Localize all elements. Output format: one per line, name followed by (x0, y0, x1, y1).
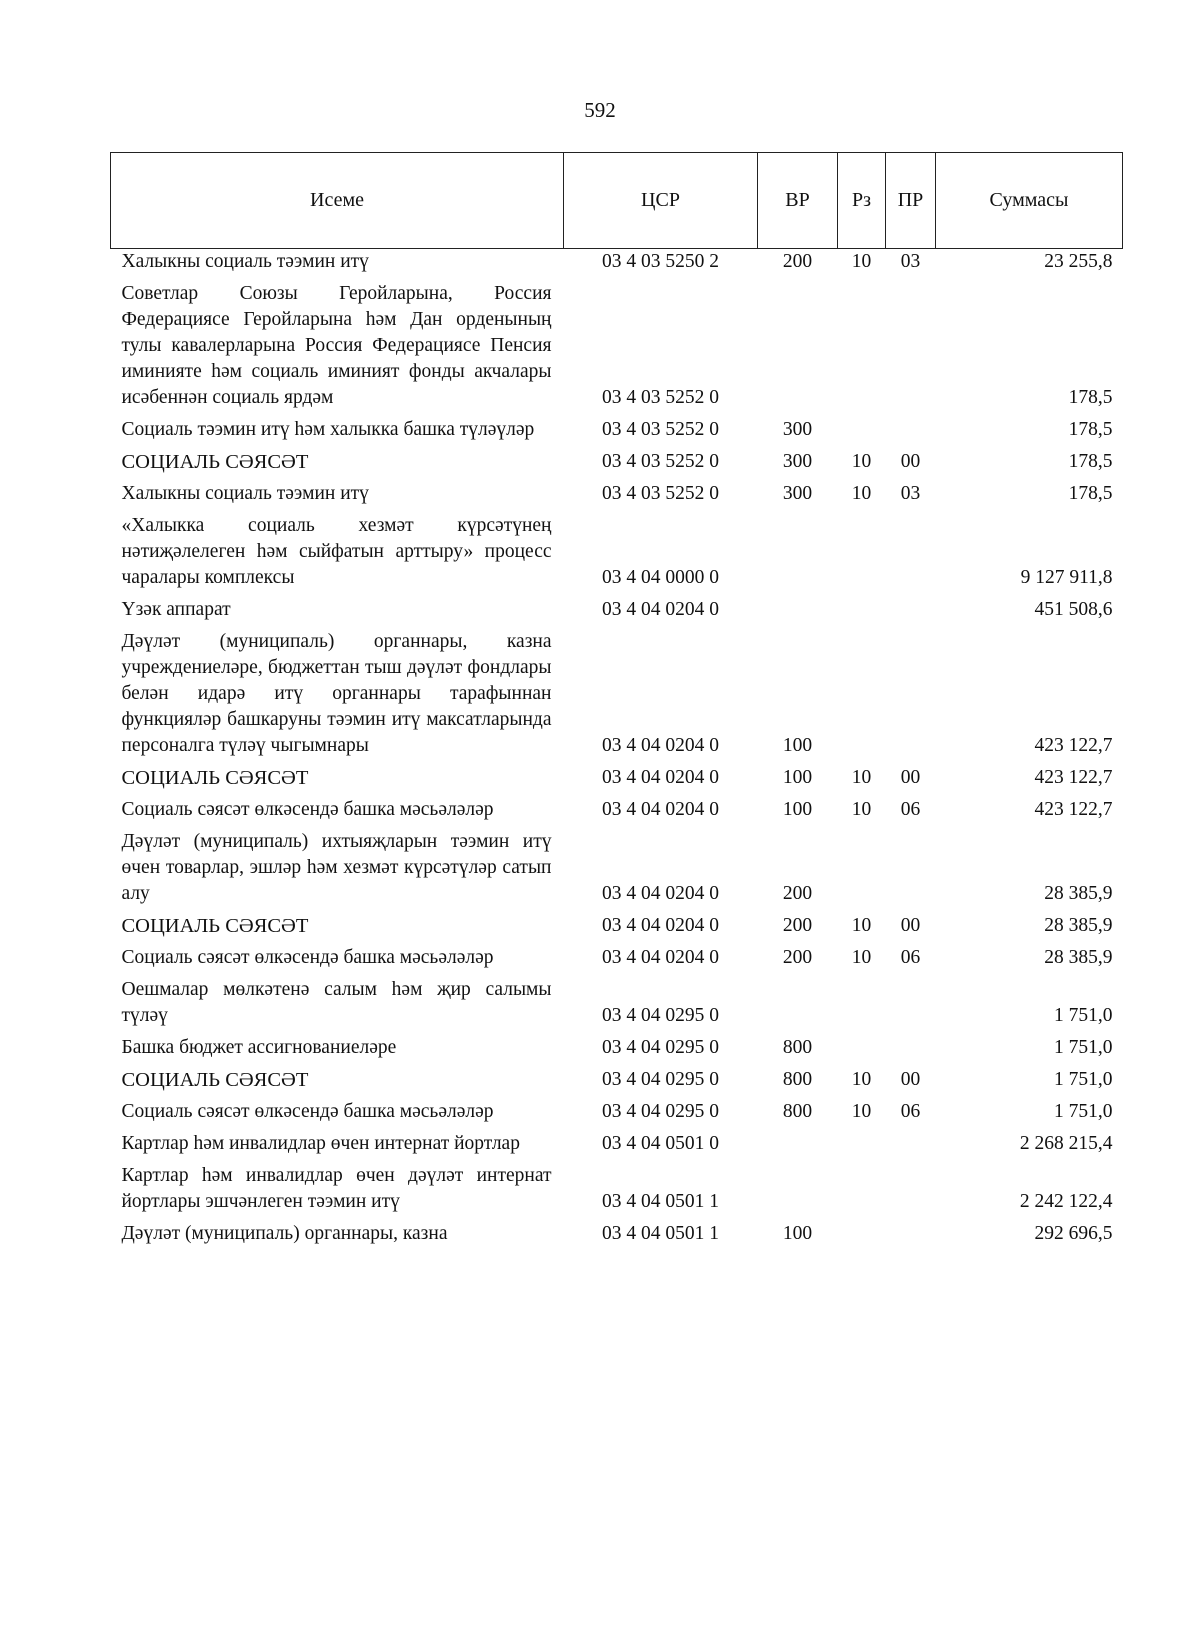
cell-name: Социаль тәэмин итү һәм халыкка башка түләүләр (121, 419, 535, 440)
cell-csr: 03 4 04 0000 0 (602, 567, 719, 588)
cell-pr (886, 1215, 936, 1247)
cell-sum: 292 696,5 (1034, 1223, 1113, 1244)
table-row (111, 475, 1123, 507)
cell-rz (838, 507, 886, 591)
header-rz: Рз (838, 153, 886, 249)
cell-csr: 03 4 04 0204 0 (602, 799, 719, 820)
table-row (111, 791, 1123, 823)
cell-csr: 03 4 04 0295 0 (602, 1005, 719, 1026)
cell-pr (886, 275, 936, 411)
cell-pr (886, 823, 936, 907)
cell-csr: 03 4 04 0204 0 (602, 735, 719, 756)
cell-sum: 1 751,0 (1054, 1037, 1113, 1058)
page-number: 592 (584, 98, 616, 122)
cell-rz (838, 971, 886, 1029)
cell-csr: 03 4 04 0295 0 (602, 1069, 719, 1090)
cell-sum: 1 751,0 (1054, 1069, 1113, 1090)
cell-csr: 03 4 03 5252 0 (602, 451, 719, 472)
cell-csr: 03 4 04 0501 0 (602, 1133, 719, 1154)
cell-rz: 10 (851, 767, 872, 788)
cell-name: Башка бюджет ассигнованиеләре (121, 1037, 397, 1058)
cell-rz (838, 1215, 886, 1247)
cell-csr: 03 4 03 5252 0 (602, 387, 719, 408)
cell-pr: 06 (900, 799, 921, 820)
cell-pr: 03 (900, 483, 921, 504)
cell-vr: 800 (782, 1069, 813, 1090)
header-csr: ЦСР (564, 153, 758, 249)
cell-csr: 03 4 04 0501 1 (602, 1191, 719, 1212)
cell-csr: 03 4 03 5252 0 (602, 419, 719, 440)
cell-name: Картлар һәм инвалидлар өчен интернат йортлар (121, 1133, 520, 1154)
cell-sum: 423 122,7 (1034, 799, 1113, 820)
cell-name: Картлар һәм инвалидлар өчен дәүләт интернат йортлары эшчәнлеген тәэмин итү (121, 1165, 552, 1212)
cell-name: СОЦИАЛЬ СӘЯСӘТ (121, 451, 309, 473)
cell-vr (758, 1125, 838, 1157)
cell-vr (758, 507, 838, 591)
cell-vr: 200 (782, 947, 813, 968)
cell-sum: 28 385,9 (1044, 883, 1113, 904)
cell-rz: 10 (851, 915, 872, 936)
cell-name: Социаль сәясәт өлкәсендә башка мәсьәләләр (121, 947, 494, 968)
cell-vr: 800 (782, 1101, 813, 1122)
cell-vr: 100 (782, 1223, 813, 1244)
cell-rz (838, 591, 886, 623)
cell-sum: 423 122,7 (1034, 735, 1113, 756)
table-row (111, 411, 1123, 443)
cell-name: Дәүләт (муниципаль) органнары, казна (121, 1223, 448, 1244)
cell-vr: 100 (782, 799, 813, 820)
cell-name: «Халыкка социаль хезмәт күрсәтүнең нәтиҗәлелеген һәм сыйфатын арттыру» процесс чаралары комплексы (121, 515, 552, 588)
cell-pr: 00 (900, 915, 921, 936)
cell-csr: 03 4 03 5250 2 (602, 251, 719, 272)
cell-vr: 300 (782, 419, 813, 440)
cell-csr: 03 4 04 0204 0 (602, 599, 719, 620)
cell-rz: 10 (851, 1069, 872, 1090)
cell-pr (886, 591, 936, 623)
cell-rz: 10 (851, 1101, 872, 1122)
cell-rz (838, 1029, 886, 1061)
cell-name: Социаль сәясәт өлкәсендә башка мәсьәләләр (121, 1101, 494, 1122)
cell-sum: 23 255,8 (1044, 251, 1113, 272)
table-row (111, 823, 1123, 907)
cell-name: Халыкны социаль тәэмин итү (121, 483, 369, 504)
header-pr: ПР (886, 153, 936, 249)
cell-pr (886, 1157, 936, 1215)
table-row (111, 971, 1123, 1029)
cell-csr: 03 4 04 0295 0 (602, 1101, 719, 1122)
cell-rz: 10 (851, 947, 872, 968)
cell-vr (758, 591, 838, 623)
table-row (111, 1215, 1123, 1247)
table-row (111, 1061, 1123, 1093)
cell-pr (886, 411, 936, 443)
table-row (111, 507, 1123, 591)
cell-name: СОЦИАЛЬ СӘЯСӘТ (121, 1069, 309, 1091)
table-header (111, 153, 1123, 249)
cell-vr (758, 1157, 838, 1215)
cell-name: Үзәк аппарат (121, 599, 231, 620)
cell-sum: 178,5 (1068, 419, 1113, 440)
cell-csr: 03 4 04 0295 0 (602, 1037, 719, 1058)
table-row (111, 591, 1123, 623)
cell-csr: 03 4 04 0204 0 (602, 947, 719, 968)
cell-name: Халыкны социаль тәэмин итү (121, 251, 369, 272)
cell-rz (838, 411, 886, 443)
cell-vr: 200 (782, 883, 813, 904)
cell-pr: 00 (900, 767, 921, 788)
cell-pr: 06 (900, 947, 921, 968)
cell-pr (886, 623, 936, 759)
cell-name: Дәүләт (муниципаль) органнары, казна учреждениеләре, бюджеттан тыш дәүләт фондлары белән идарә итү органнары тарафыннан функцияләр башкаруны тәэмин итү максатларында персоналга түләү чыгымнары (121, 631, 552, 756)
cell-sum: 2 268 215,4 (1019, 1133, 1113, 1154)
cell-sum: 178,5 (1068, 387, 1113, 408)
cell-pr (886, 1125, 936, 1157)
table-row (111, 249, 1123, 276)
cell-pr: 00 (900, 451, 921, 472)
cell-vr: 100 (782, 767, 813, 788)
cell-pr: 00 (900, 1069, 921, 1090)
cell-csr: 03 4 04 0204 0 (602, 915, 719, 936)
table-body (111, 249, 1123, 1248)
cell-sum: 28 385,9 (1044, 947, 1113, 968)
cell-rz: 10 (851, 799, 872, 820)
cell-vr: 100 (782, 735, 813, 756)
cell-rz (838, 1157, 886, 1215)
cell-sum: 9 127 911,8 (1020, 567, 1113, 588)
cell-name: СОЦИАЛЬ СӘЯСӘТ (121, 915, 309, 937)
table-row (111, 939, 1123, 971)
cell-sum: 178,5 (1068, 483, 1113, 504)
cell-sum: 451 508,6 (1034, 599, 1113, 620)
cell-vr (758, 971, 838, 1029)
cell-name: Социаль сәясәт өлкәсендә башка мәсьәләләр (121, 799, 494, 820)
table-row (111, 759, 1123, 791)
cell-name: СОЦИАЛЬ СӘЯСӘТ (121, 767, 309, 789)
cell-rz (838, 1125, 886, 1157)
table-row (111, 275, 1123, 411)
table-row (111, 623, 1123, 759)
cell-pr (886, 1029, 936, 1061)
cell-sum: 178,5 (1068, 451, 1113, 472)
cell-sum: 28 385,9 (1044, 915, 1113, 936)
cell-csr: 03 4 04 0204 0 (602, 883, 719, 904)
table-row (111, 907, 1123, 939)
budget-table (110, 152, 1122, 1247)
cell-csr: 03 4 04 0501 1 (602, 1223, 719, 1244)
cell-pr (886, 507, 936, 591)
cell-sum: 1 751,0 (1054, 1101, 1113, 1122)
cell-vr: 200 (782, 915, 813, 936)
cell-pr: 06 (900, 1101, 921, 1122)
cell-name: Оешмалар мөлкәтенә салым һәм җир салымы түләү (121, 979, 552, 1026)
table-row (111, 1093, 1123, 1125)
cell-name: Советлар Союзы Геройларына, Россия Федерациясе Геройларына һәм Дан орденының тулы кавалерларына Россия Федерациясе Пенсия иминияте һәм социаль иминият фонды акчалары исәбеннән социаль ярдәм (121, 283, 552, 408)
cell-pr: 03 (900, 251, 921, 272)
cell-rz (838, 823, 886, 907)
header-name: Исеме (111, 153, 564, 249)
header-vr: ВР (758, 153, 838, 249)
cell-vr: 300 (782, 483, 813, 504)
cell-rz: 10 (851, 483, 872, 504)
cell-sum: 423 122,7 (1034, 767, 1113, 788)
table-row (111, 1029, 1123, 1061)
cell-rz: 10 (851, 251, 872, 272)
cell-rz: 10 (851, 451, 872, 472)
cell-pr (886, 971, 936, 1029)
table-row (111, 1125, 1123, 1157)
cell-csr: 03 4 03 5252 0 (602, 483, 719, 504)
cell-sum: 2 242 122,4 (1019, 1191, 1113, 1212)
cell-vr: 200 (782, 251, 813, 272)
cell-rz (838, 623, 886, 759)
cell-rz (838, 275, 886, 411)
table-row (111, 1157, 1123, 1215)
cell-vr (758, 275, 838, 411)
header-sum: Суммасы (936, 153, 1123, 249)
cell-sum: 1 751,0 (1054, 1005, 1113, 1026)
cell-vr: 800 (782, 1037, 813, 1058)
cell-name: Дәүләт (муниципаль) ихтыяҗларын тәэмин итү өчен товарлар, эшләр һәм хезмәт күрсәтүләр сатып алу (121, 831, 552, 904)
cell-csr: 03 4 04 0204 0 (602, 767, 719, 788)
table-row (111, 443, 1123, 475)
cell-vr: 300 (782, 451, 813, 472)
